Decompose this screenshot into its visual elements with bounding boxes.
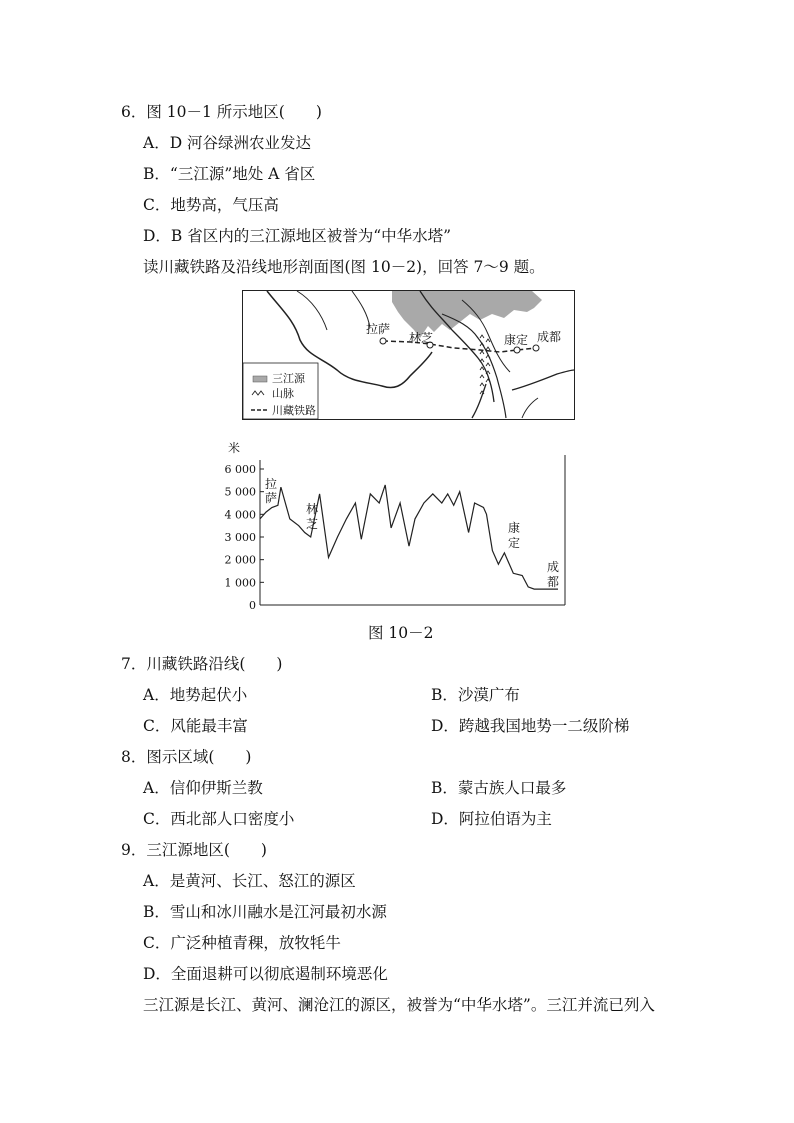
profile-label-chengdu-2: 都: [547, 575, 560, 589]
legend-swatch-source: [253, 376, 267, 382]
q7-option-b: B．沙漠广布: [431, 686, 520, 704]
figure-caption: 图 10－2: [368, 624, 434, 642]
profile-label-kangding-2: 定: [508, 536, 521, 550]
q9-option-b: B．雪山和冰川融水是江河最初水源: [143, 903, 387, 921]
profile-label-nyingchi-1: 林: [306, 502, 319, 516]
profile-label-lhasa-1: 拉: [265, 477, 278, 491]
map-label-chengdu: 成都: [537, 330, 562, 344]
intro-text: 读川藏铁路及沿线地形剖面图(图 10－2)，回答 7～9 题。: [143, 258, 545, 276]
y-tick-label: 6 000: [224, 463, 256, 476]
q8-option-d: D．阿拉伯语为主: [431, 810, 552, 828]
q9-option-d: D．全面退耕可以彻底遏制环境恶化: [143, 965, 388, 983]
y-tick-label: 2 000: [224, 553, 256, 567]
y-tick-label: 1 000: [224, 576, 256, 590]
q9-option-c: C．广泛种植青稞，放牧牦牛: [143, 934, 341, 952]
profile-label-kangding-1: 康: [508, 521, 521, 535]
chengdu-marker: [533, 345, 539, 351]
q7-stem: 7．川藏铁路沿线( ): [121, 655, 283, 673]
map-legend: [243, 363, 318, 419]
q8-stem: 8．图示区域( ): [121, 748, 252, 766]
lhasa-marker: [380, 338, 386, 344]
q8-option-a: A．信仰伊斯兰教: [143, 779, 263, 797]
legend-label-railway: 川藏铁路: [272, 404, 316, 417]
q7-option-a: A．地势起伏小: [143, 686, 248, 704]
closing-paragraph: 三江源是长江、黄河、澜沧江的源区，被誉为“中华水塔”。三江并流已列入: [143, 996, 655, 1014]
map-label-nyingchi: 林芝: [409, 331, 434, 345]
q6-option-b: B．“三江源”地处 A 省区: [143, 165, 316, 183]
q6-option-d: D．B 省区内的三江源地区被誉为“中华水塔”: [143, 227, 452, 245]
q9-option-a: A．是黄河、长江、怒江的源区: [143, 872, 356, 890]
elevation-profile-chart: [220, 440, 580, 615]
q8-option-c: C．西北部人口密度小: [143, 810, 295, 828]
q6-option-c: C．地势高，气压高: [143, 196, 279, 214]
q7-option-c: C．风能最丰富: [143, 717, 248, 735]
y-tick-label: 5 000: [224, 485, 256, 499]
legend-label-source: 三江源: [272, 372, 305, 385]
profile-label-chengdu-1: 成: [547, 560, 560, 574]
y-unit-label: 米: [228, 441, 241, 455]
q6-stem: 6．图 10－1 所示地区( ): [121, 103, 322, 121]
q6-option-a: A．D 河谷绿洲农业发达: [143, 134, 312, 152]
y-tick-label: 4 000: [224, 508, 256, 522]
y-tick-label: 3 000: [224, 531, 256, 544]
profile-label-lhasa-2: 萨: [265, 491, 278, 505]
profile-label-nyingchi-2: 芝: [306, 517, 319, 531]
kangding-marker: [514, 347, 520, 353]
q9-stem: 9．三江源地区( ): [121, 841, 267, 859]
y-tick-label: 0: [249, 599, 256, 612]
railway-map: [242, 290, 575, 420]
map-label-lhasa: 拉萨: [366, 322, 391, 336]
legend-label-mountain: 山脉: [272, 387, 294, 400]
q8-option-b: B．蒙古族人口最多: [431, 779, 567, 797]
q7-option-d: D．跨越我国地势一二级阶梯: [431, 717, 630, 735]
map-label-kangding: 康定: [504, 333, 529, 347]
